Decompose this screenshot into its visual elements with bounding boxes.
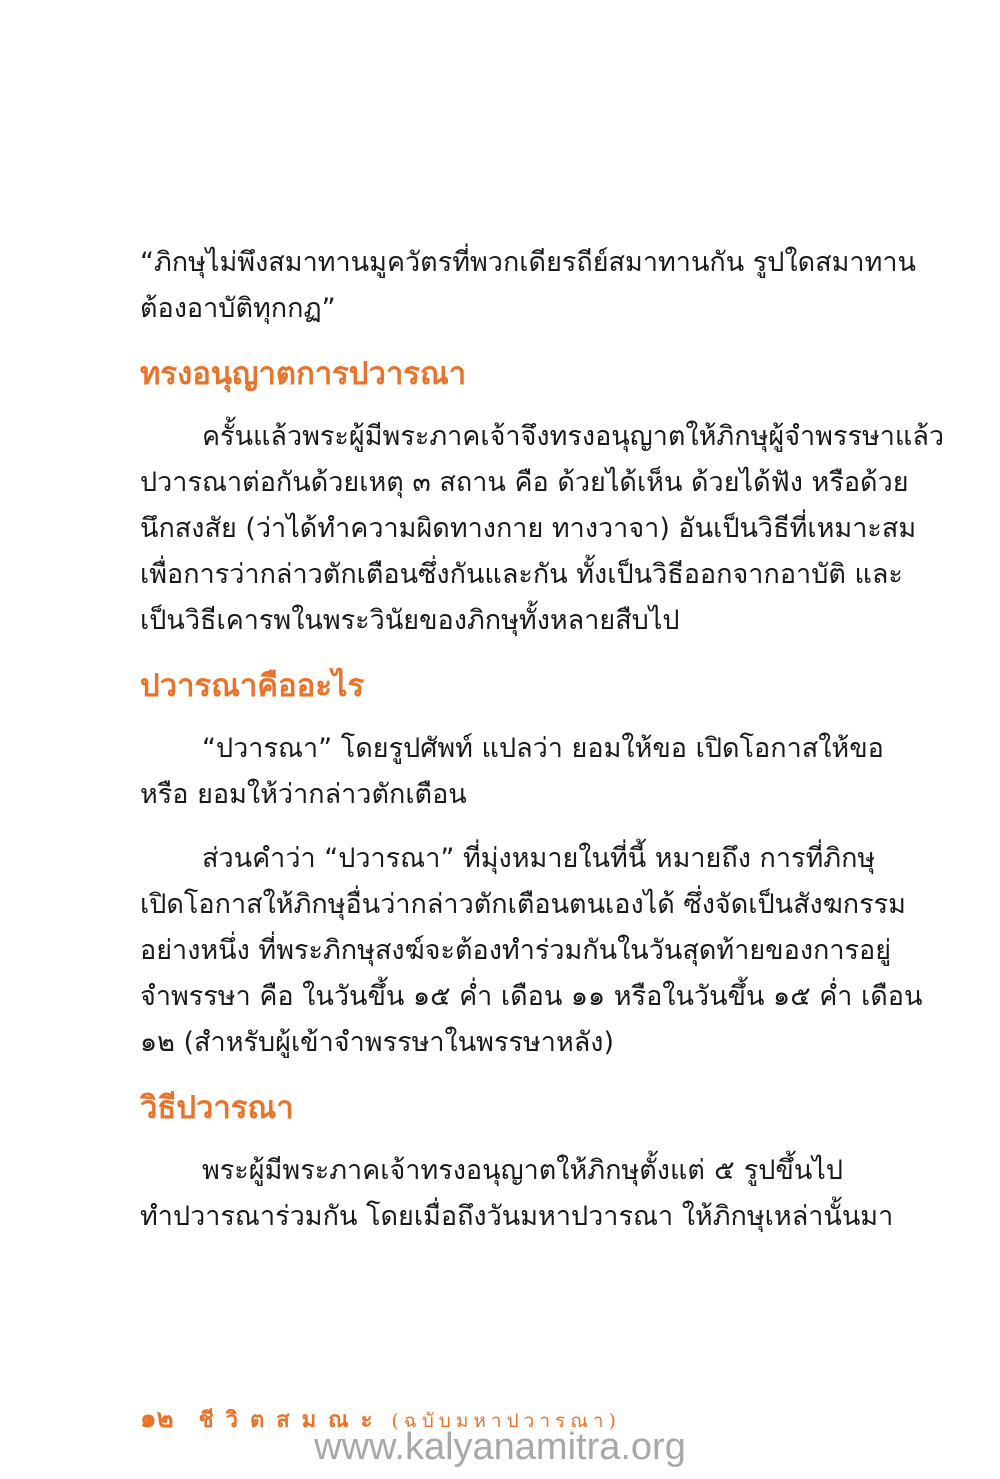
watermark-url: www.kalyanamitra.org — [314, 1426, 686, 1468]
section-heading-what-is-pavarana: ปวารณาคืออะไร — [140, 668, 365, 704]
paragraph-line: นึกสงสัย (ว่าได้ทำความผิดทางกาย ทางวาจา) อันเป็นวิธีที่เหมาะสม — [140, 513, 917, 544]
paragraph-line: หรือ ยอมให้ว่ากล่าวตักเตือน — [140, 779, 467, 810]
section-heading-pavarana-method: วิธีปวารณา — [140, 1090, 294, 1126]
paragraph-line: เป็นวิธีเคารพในพระวินัยของภิกษุทั้งหลายสืบไป — [140, 605, 680, 636]
page-number: ๑๒ — [140, 1404, 174, 1434]
paragraph-line: ครั้นแล้วพระผู้มีพระภาคเจ้าจึงทรงอนุญาตให้ภิกษุผู้จำพรรษาแล้ว — [202, 421, 945, 452]
quote-line: ต้องอาบัติทุกกฏ” — [140, 293, 336, 324]
section-heading-pavarana-permission: ทรงอนุญาตการปวารณา — [140, 356, 467, 392]
paragraph — [140, 836, 923, 1066]
quote-line: “ภิกษุไม่พึงสมาทานมูควัตรที่พวกเดียรถีย์สมาทานกัน รูปใดสมาทาน — [140, 247, 917, 278]
paragraph — [140, 414, 945, 644]
paragraph-line: “ปวารณา” โดยรูปศัพท์ แปลว่า ยอมให้ขอ เปิดโอกาสให้ขอ — [202, 733, 884, 764]
paragraph-line: ๑๒ (สำหรับผู้เข้าจำพรรษาในพรรษาหลัง) — [140, 1027, 615, 1058]
paragraph-line: พระผู้มีพระภาคเจ้าทรงอนุญาตให้ภิกษุตั้งแต่ ๕ รูปขึ้นไป — [202, 1155, 843, 1186]
paragraph-line: ส่วนคำว่า “ปวารณา” ที่มุ่งหมายในที่นี้ หมายถึง การที่ภิกษุ — [202, 843, 876, 874]
paragraph-line: จำพรรษา คือ ในวันขึ้น ๑๕ ค่ำ เดือน ๑๑ หรือในวันขึ้น ๑๕ ค่ำ เดือน — [140, 981, 923, 1012]
quote-block — [140, 240, 917, 332]
paragraph — [140, 1148, 894, 1240]
paragraph — [140, 726, 884, 818]
book-edition: (ฉบับมหาปวารณา) — [391, 1410, 621, 1432]
book-title: ชีวิตสมณะ — [198, 1408, 385, 1433]
paragraph-line: ปวารณาต่อกันด้วยเหตุ ๓ สถาน คือ ด้วยได้เห็น ด้วยได้ฟัง หรือด้วย — [140, 467, 909, 498]
paragraph-line: ทำปวารณาร่วมกัน โดยเมื่อถึงวันมหาปวารณา ให้ภิกษุเหล่านั้นมา — [140, 1201, 894, 1232]
paragraph-line: เปิดโอกาสให้ภิกษุอื่นว่ากล่าวตักเตือนตนเองได้ ซึ่งจัดเป็นสังฆกรรม — [140, 889, 906, 920]
paragraph-line: อย่างหนึ่ง ที่พระภิกษุสงฆ์จะต้องทำร่วมกันในวันสุดท้ายของการอยู่ — [140, 935, 892, 966]
paragraph-line: เพื่อการว่ากล่าวตักเตือนซึ่งกันและกัน ทั้งเป็นวิธีออกจากอาบัติ และ — [140, 559, 903, 590]
page-content — [140, 240, 945, 1240]
